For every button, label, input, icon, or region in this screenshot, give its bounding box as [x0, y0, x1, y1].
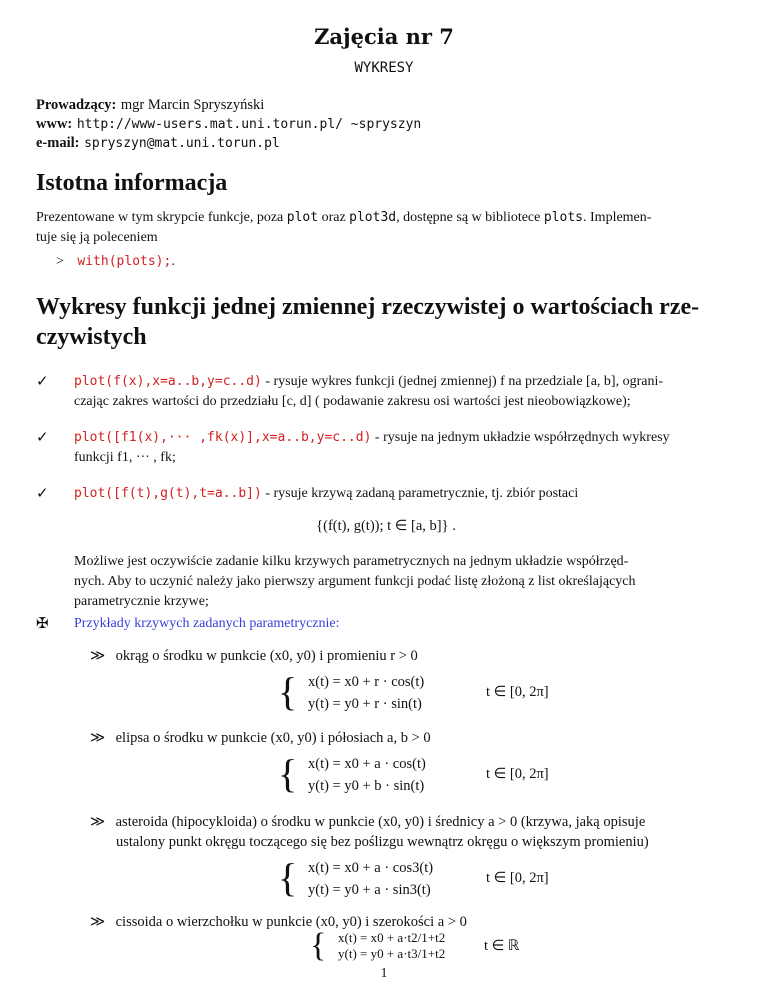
- example-circle: [90, 648, 418, 665]
- examples-header: [36, 614, 736, 634]
- email-line: [36, 134, 280, 153]
- example-ellipse: [90, 730, 431, 747]
- code-plot-parametric: plot([f(t),g(t),t=a..b]): [74, 486, 262, 501]
- double-arrow-icon: ≫: [90, 730, 106, 746]
- section-heading-plots: [36, 292, 736, 352]
- email-link[interactable]: spryszyn@mat.uni.torun.pl: [84, 136, 280, 151]
- astroid-eq-y: y(t) = y0 + a · sin3(t): [308, 882, 431, 898]
- circle-eq-x: x(t) = x0 + r · cos(t): [308, 674, 425, 690]
- double-arrow-icon: ≫: [90, 914, 106, 930]
- left-brace-icon: {: [278, 855, 298, 900]
- ellipse-range: t ∈ [0, 2π]: [486, 766, 549, 782]
- left-brace-icon: {: [278, 669, 298, 714]
- param-text-line2: nych. Aby to uczynić należy jako pierwszy argument funkcji podać listę złożoną z list określających: [74, 574, 636, 589]
- maple-command-line: [56, 254, 175, 270]
- circle-equations: [278, 669, 590, 718]
- www-line: [36, 115, 421, 134]
- list-item-plot-multi: [36, 428, 736, 468]
- checkmark-icon: ✓: [36, 430, 49, 446]
- www-link[interactable]: http://www-users.mat.uni.torun.pl/ ∼spryszyn: [76, 117, 422, 132]
- double-arrow-icon: ≫: [90, 648, 106, 664]
- item1-text-line2: czając zakres wartości do przedziału [c, d] ( podawanie zakresu osi wartości jest nieobowiązkowe);: [74, 394, 631, 409]
- left-brace-icon: {: [310, 927, 327, 964]
- intro-text-b: oraz: [318, 210, 350, 225]
- code-plot: plot: [286, 210, 319, 225]
- cissoid-range: t ∈ ℝ: [484, 938, 520, 954]
- circle-range: t ∈ [0, 2π]: [486, 684, 549, 700]
- param-text-line1: Możliwe jest oczywiście zadanie kilku krzywych parametrycznych na jednym układzie współrzęd-: [74, 554, 629, 569]
- left-brace-icon: {: [278, 751, 298, 796]
- instructor-label: Prowadzący:: [36, 97, 117, 113]
- param-text-line3: parametrycznie krzywe;: [74, 594, 209, 609]
- intro-text-c: , dostępne są w bibliotece: [396, 210, 544, 225]
- item2-text-line2: funkcji f1, ··· , fk;: [74, 450, 176, 465]
- cissoid-equations: [310, 927, 582, 964]
- item1-text-line1: - rysuje wykres funkcji (jednej zmiennej) f na przedziale [a, b], ograni-: [261, 374, 664, 389]
- example-cissoid: [90, 914, 467, 931]
- cissoid-eq-y: y(t) = y0 + a·t3/1+t2: [338, 946, 446, 961]
- instructor-name: mgr Marcin Spryszyński: [120, 97, 265, 113]
- circle-eq-y: y(t) = y0 + r · sin(t): [308, 696, 422, 712]
- astroid-range: t ∈ [0, 2π]: [486, 870, 549, 886]
- astroid-description-line2: ustalony punkt okręgu toczącego się bez poślizgu wewnątrz okręgu o większym promieniu): [116, 834, 649, 850]
- command-tail: .: [171, 254, 175, 269]
- double-arrow-icon: ≫: [90, 814, 106, 830]
- ellipse-eq-x: x(t) = x0 + a · cos(t): [308, 756, 426, 772]
- astroid-equations: [278, 855, 590, 904]
- item2-text-line1: - rysuje na jednym układzie współrzędnych wykresy: [371, 430, 670, 445]
- code-plot-multi: plot([f1(x),··· ,fk(x)],x=a..b,y=c..d): [74, 430, 372, 445]
- prompt-symbol: >: [56, 254, 64, 269]
- checkmark-icon: ✓: [36, 486, 49, 502]
- page-subtitle: WYKRESY: [354, 60, 414, 76]
- astroid-eq-x: x(t) = x0 + a · cos3(t): [308, 860, 434, 876]
- intro-paragraph: [36, 208, 736, 248]
- parametric-paragraph: [74, 552, 736, 612]
- heading-line1: Wykresy funkcji jednej zmiennej rzeczywistej o wartościach rze-: [36, 294, 700, 320]
- ellipse-eq-y: y(t) = y0 + b · sin(t): [308, 778, 425, 794]
- email-label: e-mail:: [36, 135, 80, 151]
- page-number: 1: [380, 966, 388, 981]
- cissoid-description: cissoida o wierzchołku w punkcie (x0, y0) i szerokości a > 0: [115, 914, 467, 930]
- section-heading-important: Istotna informacja: [36, 170, 228, 196]
- examples-label: Przykłady krzywych zadanych parametrycznie:: [74, 616, 340, 631]
- checkmark-icon: ✓: [36, 374, 49, 390]
- maltese-cross-icon: ✠: [36, 616, 49, 632]
- intro-text-a: Prezentowane w tym skrypcie funkcje, poza: [36, 210, 287, 225]
- item3-text-line1: - rysuje krzywą zadaną parametrycznie, tj. zbiór postaci: [261, 486, 579, 501]
- code-plot3d: plot3d: [349, 210, 397, 225]
- circle-description: okrąg o środku w punkcie (x0, y0) i promieniu r > 0: [115, 648, 418, 664]
- list-item-plot-parametric: [36, 484, 736, 504]
- with-plots-command: with(plots);: [77, 254, 172, 269]
- example-astroid: [90, 812, 736, 852]
- list-item-plot-single: [36, 372, 736, 412]
- code-plot-single: plot(f(x),x=a..b,y=c..d): [74, 374, 262, 389]
- page-title: Zajęcia nr 7: [314, 24, 454, 49]
- intro-text-d: . Implemen-: [583, 210, 652, 225]
- set-notation: {(f(t), g(t)); t ∈ [a, b]} .: [316, 518, 456, 534]
- heading-line2: czywistych: [36, 324, 147, 350]
- code-plots: plots: [543, 210, 584, 225]
- ellipse-equations: [278, 751, 590, 800]
- cissoid-eq-x: x(t) = x0 + a·t2/1+t2: [338, 930, 446, 945]
- intro-text-line2: tuje się ją poleceniem: [36, 230, 158, 245]
- www-label: www:: [36, 116, 73, 132]
- ellipse-description: elipsa o środku w punkcie (x0, y0) i półosiach a, b > 0: [115, 730, 431, 746]
- astroid-description-line1: asteroida (hipocykloida) o środku w punkcie (x0, y0) i średnicy a > 0 (krzywa, jaką opisuje: [115, 814, 646, 830]
- instructor-line: [36, 96, 264, 115]
